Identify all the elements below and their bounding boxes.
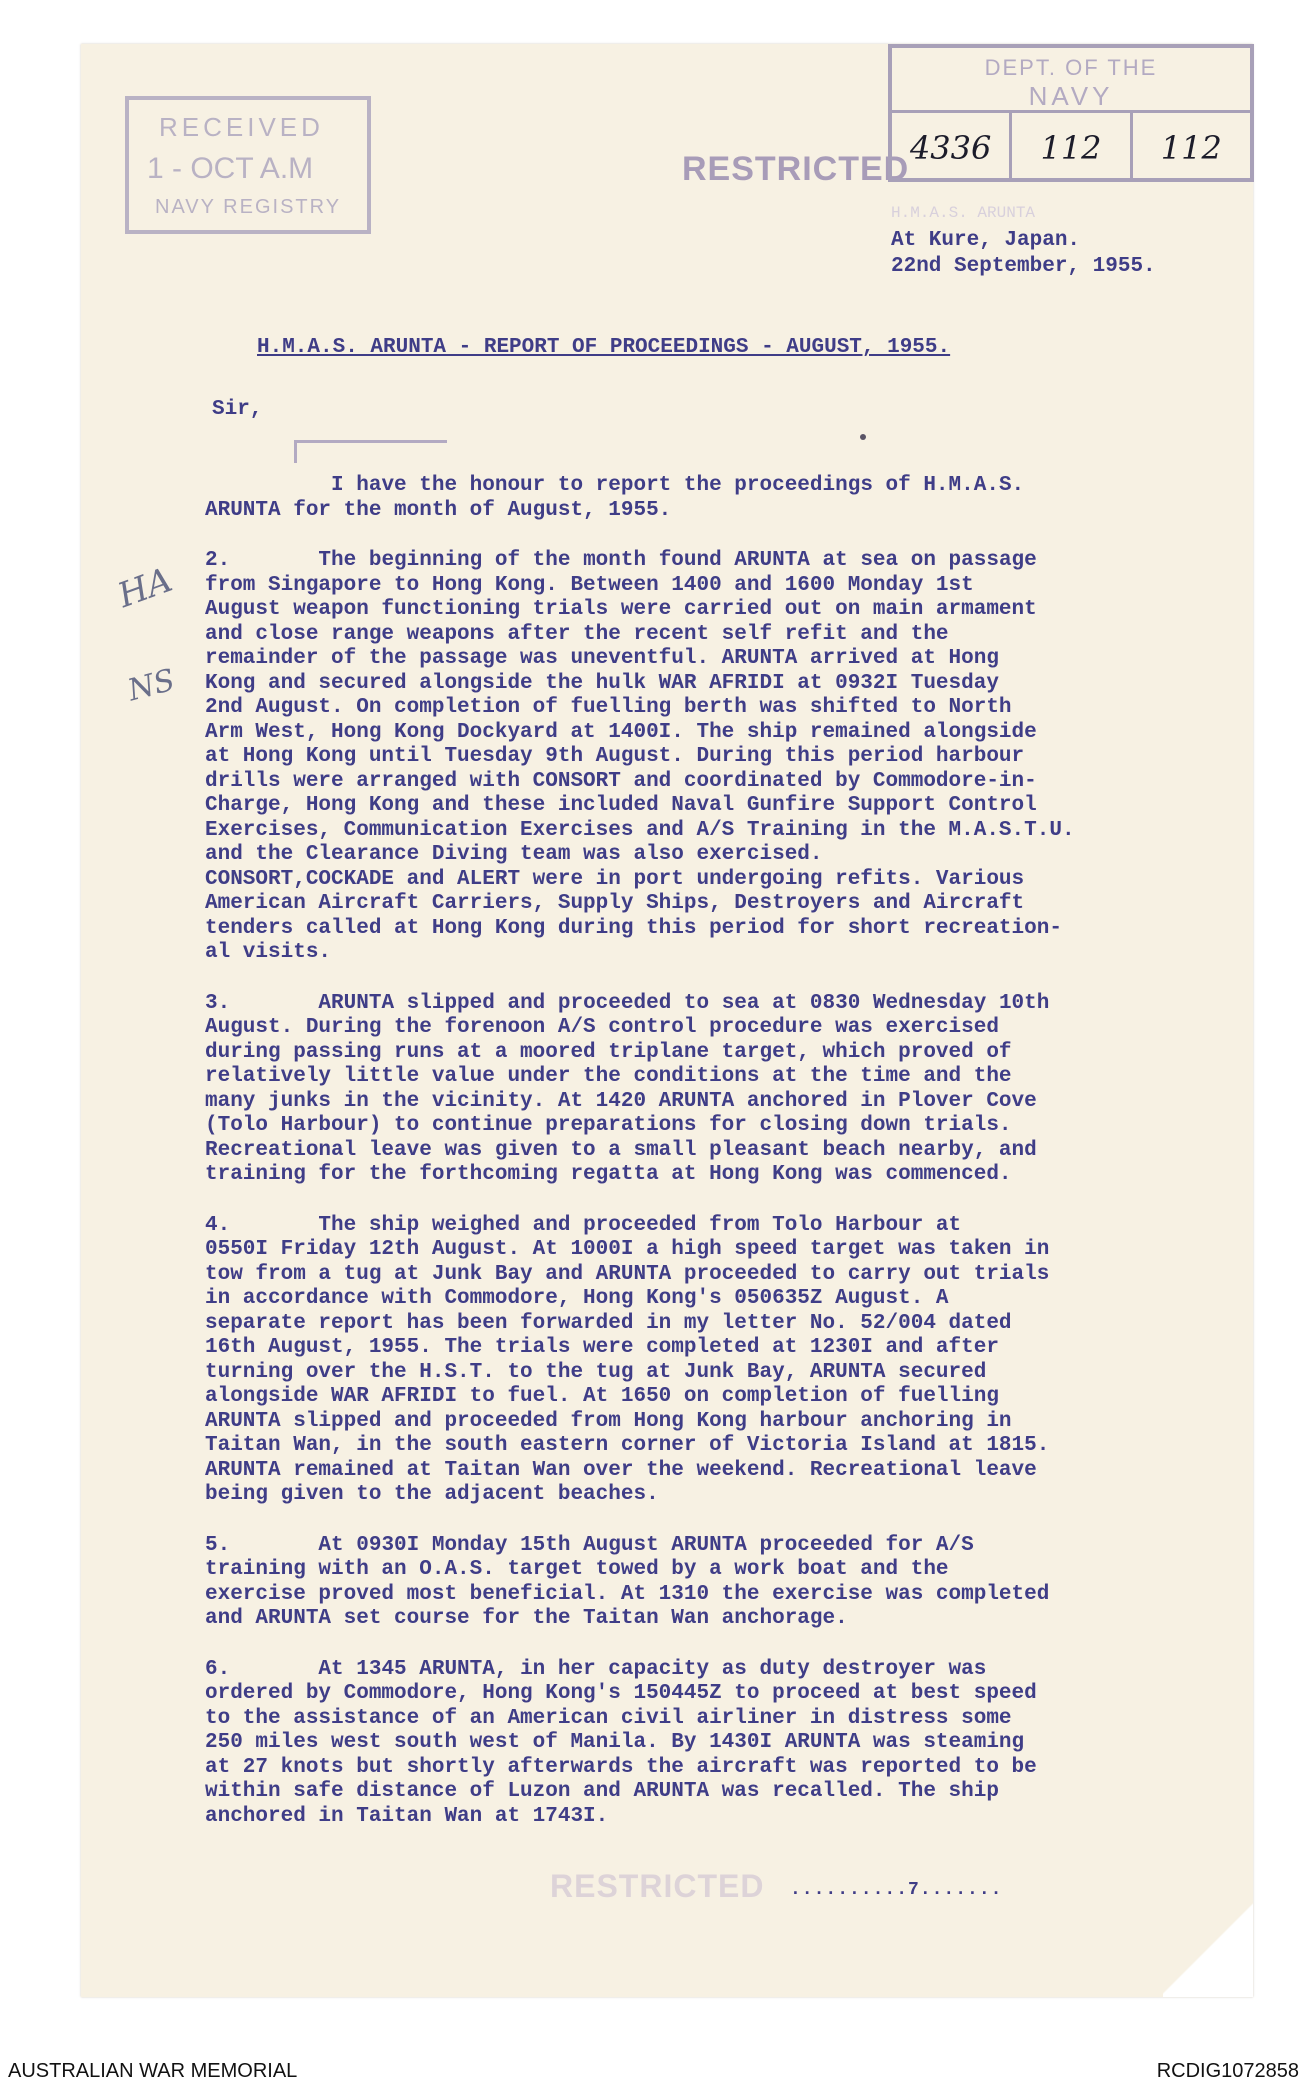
paragraph [205,1214,1195,1508]
faint-ship-name: H.M.A.S. ARUNTA [891,204,1036,222]
archive-credit: AUSTRALIAN WAR MEMORIAL [8,2060,298,2082]
file-number-cell: 4336 [892,113,1012,182]
dept-navy-stamp-header [892,48,1250,113]
received-stamp-line: NAVY REGISTRY [155,196,342,218]
bracket-mark [294,440,447,463]
received-stamp-line: RECEIVED [159,112,324,142]
place: At Kure, Japan. [891,229,1081,252]
dept-navy-line2: NAVY [1028,81,1114,111]
received-stamp-line: 1 - OCT A.M [147,152,314,185]
paragraph [205,1658,1195,1830]
margin-handwriting: HA [112,559,178,617]
paragraph-number: 6. [205,1657,231,1681]
file-number-cell: 112 [1160,128,1222,167]
report-body [205,474,1195,1855]
place-date-block [891,228,1156,280]
restricted-stamp-top: RESTRICTED [682,150,910,188]
paragraph [205,1534,1195,1632]
salutation: Sir, [212,398,263,421]
paragraph-number: 3. [205,991,231,1015]
paragraph-text: The ship weighed and proceeded from Tolo Harbour at 0550I Friday 12th August. At 1000I a high speed target was taken in tow from a tug at Junk Bay and ARUNTA proceeded to carry out trials in accordance with Commodore, Hong Kong's 050635Z August. A separate report has been forwarded in my letter No. 52/004 dated 16th August, 1955. The trials were completed at 1230I and after turning over the H.S.T. to the tug at Junk Bay, ARUNTA secured alongside WAR AFRIDI to fuel. At 1650 on completion of fuelling ARUNTA slipped and proceeded from Hong Kong harbour anchoring in Taitan Wan, in the south eastern corner of Victoria Island at 1815. ARUNTA remained at Taitan Wan over the weekend. Recreational leave being given to the adjacent beaches. [205,1213,1050,1506]
paragraph-text: I have the honour to report the proceedings of H.M.A.S. ARUNTA for the month of August, 1955. [205,474,1025,522]
margin-handwriting: NS [124,662,179,709]
paragraph-text: At 0930I Monday 15th August ARUNTA proceeded for A/S training with an O.A.S. target towed by a work boat and the exercise proved most beneficial. At 1310 the exercise was completed and ARUNTA set course for the Taitan Wan anchorage. [205,1533,1050,1630]
paragraph-text: ARUNTA slipped and proceeded to sea at 0830 Wednesday 10th August. During the forenoon A/S control procedure was exercised during passing runs at a moored triplane target, which proved of relatively little value under the conditions at the time and the many junks in the vicinity. At 1420 ARUNTA anchored in Plover Cove (Tolo Harbour) to continue preparations for closing down trials. Recreational leave was given to a small pleasant beach nearby, and training for the forthcoming regatta at Hong Kong was commenced. [205,991,1050,1186]
continuation-mark: ..........7....... [790,1880,1003,1900]
paragraph-number: 2. [205,549,231,572]
paragraph-text: The beginning of the month found ARUNTA at sea on passage from Singapore to Hong Kong. Between 1400 and 1600 Monday 1st August weapon functioning trials were carried out on main armament and close range weapons after the recent self refit and the remainder of the passage was uneventful. ARUNTA arrived at Hong Kong and secured alongside the hulk WAR AFRIDI at 0932I Tuesday 2nd August. On completion of fuelling berth was shifted to North Arm West, Hong Kong Dockyard at 1400I. The ship remained alongside at Hong Kong until Tuesday 9th August. During this period harbour drills were arranged with CONSORT and coordinated by Commodore-in- Charge, Hong Kong and these included Naval Gunfire Support Control Exercises, Communication Exercises and A/S Training in the M.A.S.T.U. and the Clearance Diving team was also exercised. CONSORT,COCKADE and ALERT were in port undergoing refits. Various American Aircraft Carriers, Supply Ships, Destroyers and Aircraft tenders called at Hong Kong during this period for short recreation- al visits. [205,549,1075,964]
report-title: H.M.A.S. ARUNTA - REPORT OF PROCEEDINGS - AUGUST, 1955. [257,336,951,359]
paragraph-text: At 1345 ARUNTA, in her capacity as duty destroyer was ordered by Commodore, Hong Kong's 150445Z to proceed at best speed to the assistance of an American civil airliner in distress some 250 miles west south west of Manila. By 1430I ARUNTA was steaming at 27 knots but shortly afterwards the aircraft was reported to be within safe distance of Luzon and ARUNTA was recalled. The ship anchored in Taitan Wan at 1743I. [205,1657,1037,1828]
ink-dot [860,434,866,440]
paragraph [205,992,1195,1188]
received-stamp [125,96,371,234]
archive-id: RCDIG1072858 [1156,2060,1299,2082]
paragraph-number: 5. [205,1533,231,1557]
dept-navy-line1: DEPT. OF THE [984,55,1158,80]
paragraph-number: 4. [205,1213,231,1237]
paragraph [205,549,1195,966]
file-number-cell: 112 [1012,113,1132,182]
restricted-stamp-bottom: RESTRICTED [550,1868,765,1904]
file-number-cells [892,113,1250,182]
dept-navy-stamp [888,44,1254,182]
paragraph [205,474,1195,523]
date: 22nd September, 1955. [891,255,1156,278]
